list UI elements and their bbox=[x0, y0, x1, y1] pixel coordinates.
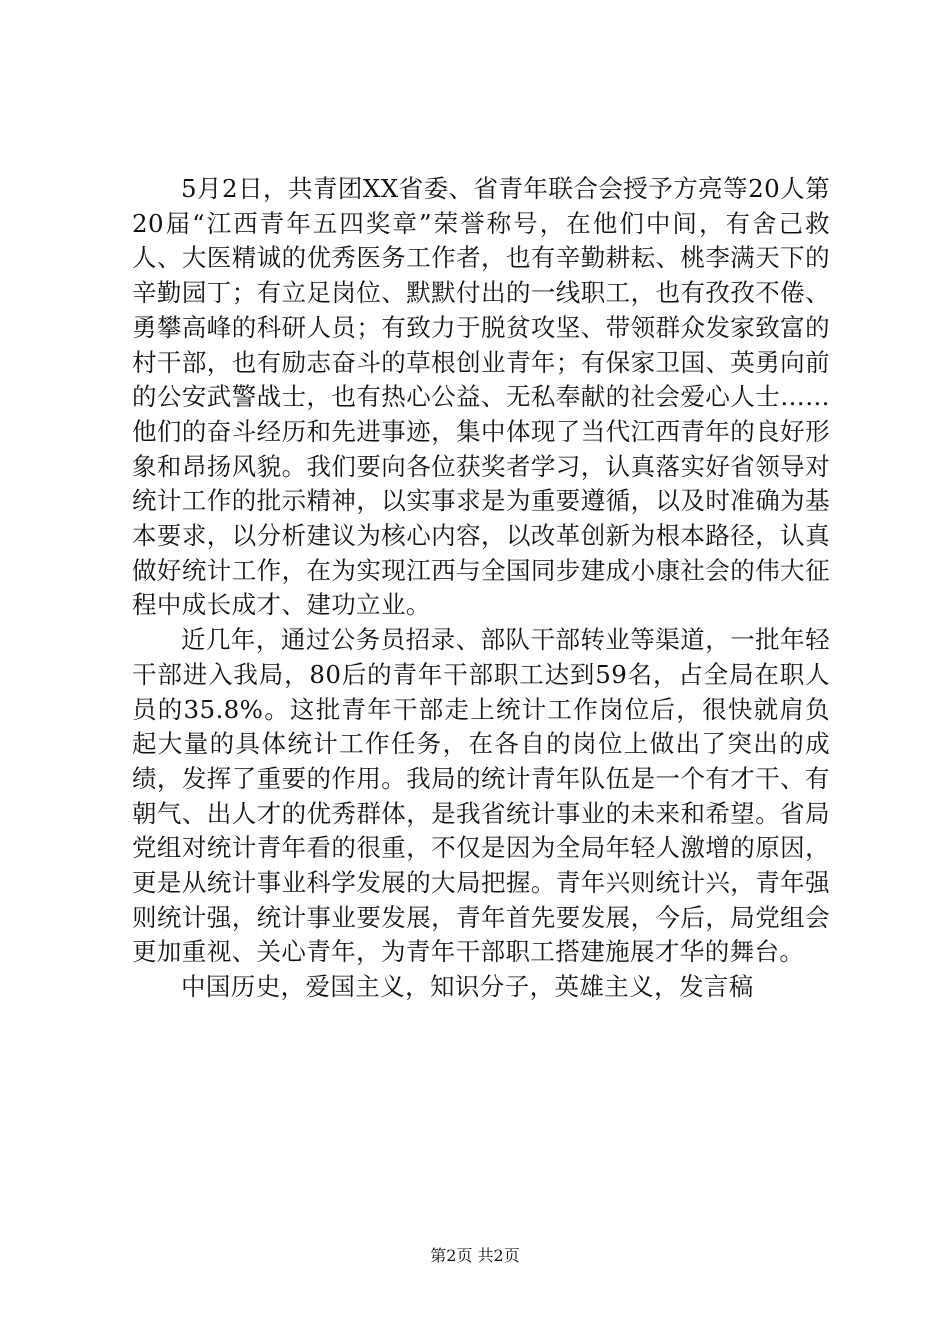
paragraph-keywords: 中国历史，爱国主义，知识分子，英雄主义，发言稿 bbox=[181, 972, 754, 1002]
page-number: 第2页 共2页 bbox=[430, 1246, 520, 1265]
paragraph-award-announcement: 5月2日，共青团XX省委、省青年联合会授予方亮等20人第20届“江西青年五四奖章”荣誉称号，在他们中间，有舍己救人、大医精诚的优秀医务工作者，也有辛勤耕耘、桃李满天下的辛勤园丁；有立足岗位、默默付出的一线职工，也有孜孜不倦、勇攀高峰的科研人员；有致力于脱贫攻坚、带领群众发家致富的村干部，也有励志奋斗的草根创业青年；有保家卫国、英勇向前的公安武警战士，也有热心公益、无私奉献的社会爱心人士……他们的奋斗经历和先进事迹，集中体现了当代江西青年的良好形象和昂扬风貌。我们要向各位获奖者学习，认真落实好省领导对统计工作的批示精神，以实事求是为重要遵循，以及时准确为基本要求，以分析建议为核心内容，以改革创新为根本路径，认真做好统计工作，在为实现江西与全国同步建成小康社会的伟大征程中成长成才、建功立业。 bbox=[132, 174, 830, 620]
paragraph-young-cadres: 近几年，通过公务员招录、部队干部转业等渠道，一批年轻干部进入我局，80后的青年干部职工达到59名，占全局在职人员的35.8%。这批青年干部走上统计工作岗位后，很快就肩负起大量的具体统计工作任务，在各自的岗位上做出了突出的成绩，发挥了重要的作用。我局的统计青年队伍是一个有才干、有朝气、出人才的优秀群体，是我省统计事业的未来和希望。省局党组对统计青年看的很重，不仅是因为全局年轻人激增的原因，更是从统计事业科学发展的大局把握。青年兴则统计兴，青年强则统计强，统计事业要发展，青年首先要发展，今后，局党组会更加重视、关心青年，为青年干部职工搭建施展才华的舞台。 bbox=[132, 625, 830, 967]
page-footer bbox=[0, 1246, 950, 1266]
document-body bbox=[132, 172, 830, 1005]
